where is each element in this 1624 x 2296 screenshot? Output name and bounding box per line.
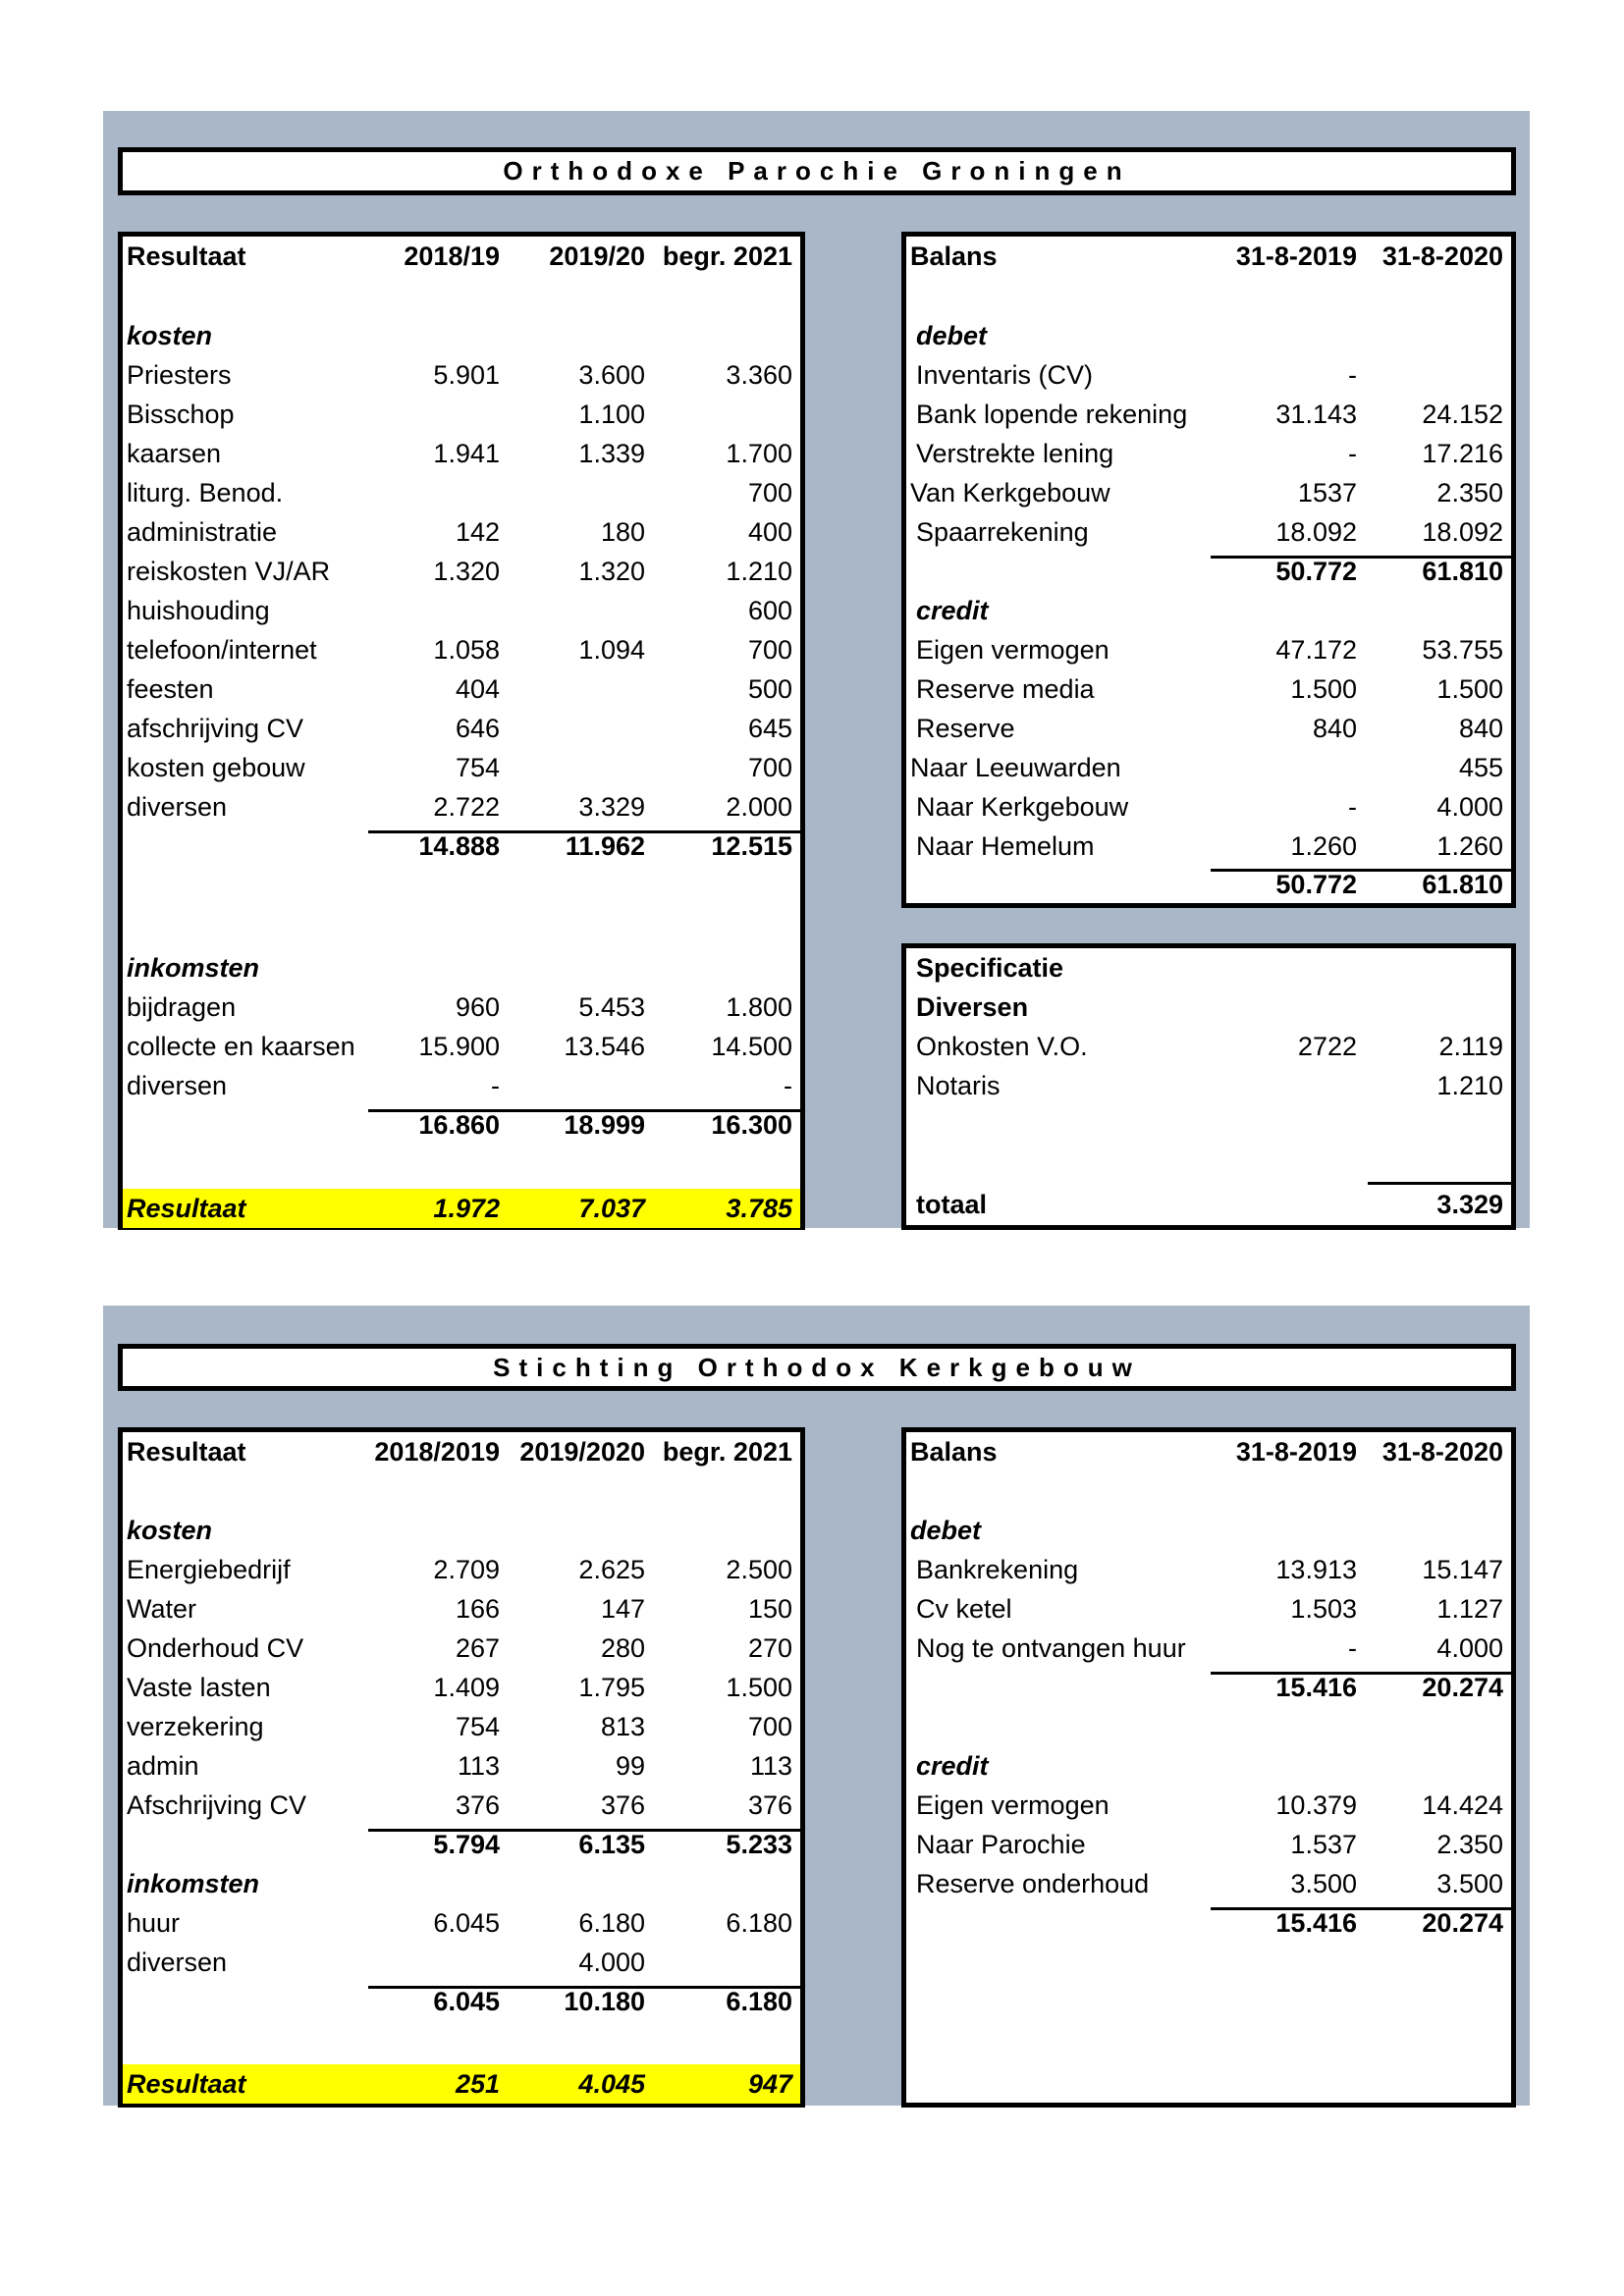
table-cell: 61.810 (1422, 557, 1503, 586)
table-header (123, 1432, 800, 1471)
table-cell: Nog te ontvangen huur (916, 1633, 1186, 1663)
table-header (906, 237, 1511, 276)
table-cell: - (491, 1071, 500, 1100)
section1-resultaat-table (118, 232, 805, 1230)
table-cell: Bisschop (127, 400, 235, 429)
table-row (123, 512, 800, 552)
resultaat-row (123, 1189, 800, 1228)
kosten-label (123, 316, 800, 355)
table-cell: Notaris (916, 1071, 1001, 1100)
table-cell: Reserve media (916, 674, 1095, 704)
section1-balans-table (901, 232, 1516, 908)
table-cell: 20.274 (1422, 1908, 1503, 1938)
table-cell: 270 (747, 1633, 792, 1663)
table-cell: 18.092 (1422, 517, 1503, 547)
table-cell: Naar Leeuwarden (910, 753, 1121, 782)
table-cell: kosten gebouw (127, 753, 305, 782)
table-row (123, 1786, 800, 1825)
table-row (123, 1629, 800, 1668)
table-header (906, 1432, 1511, 1471)
table-row (123, 1707, 800, 1746)
table-cell: debet (916, 321, 988, 350)
table-cell: 10.379 (1275, 1790, 1357, 1820)
table-row (906, 1864, 1511, 1903)
table-cell: begr. 2021 (662, 1437, 792, 1467)
table-cell: 147 (600, 1594, 645, 1624)
table-cell: Bank lopende rekening (916, 400, 1188, 429)
inkomsten-label (123, 948, 800, 988)
table-cell: 947 (747, 2069, 792, 2099)
section2-balans-table (901, 1427, 1516, 2108)
table-cell: 2.500 (726, 1555, 792, 1584)
table-row (906, 1550, 1511, 1589)
table-cell: 813 (600, 1712, 645, 1741)
table-cell: 1.537 (1290, 1830, 1357, 1859)
table-cell: 1.700 (726, 439, 792, 468)
resultaat-row (123, 2064, 800, 2104)
table-row (123, 1746, 800, 1786)
table-cell: 14.888 (418, 831, 500, 861)
table-cell: - (784, 1071, 792, 1100)
table-cell: diversen (127, 1071, 228, 1100)
table-row (123, 630, 800, 669)
table-cell: 31-8-2019 (1235, 241, 1357, 271)
table-cell: 50.772 (1275, 557, 1357, 586)
table-cell: 150 (747, 1594, 792, 1624)
table-cell: - (1348, 792, 1357, 822)
table-row (123, 591, 800, 630)
table-cell: totaal (916, 1190, 988, 1219)
table-cell: 2019/2020 (519, 1437, 645, 1467)
table-cell: inkomsten (127, 1869, 260, 1898)
table-cell: 3.329 (578, 792, 645, 822)
table-cell: 840 (1312, 714, 1357, 743)
table-cell: 4.000 (578, 1948, 645, 1977)
table-row (123, 1550, 800, 1589)
table-cell: 1.500 (1436, 674, 1503, 704)
table-row (123, 355, 800, 395)
table-cell: 2.625 (578, 1555, 645, 1584)
table-cell: 16.860 (418, 1110, 500, 1140)
table-cell: 1.320 (578, 557, 645, 586)
table-row (123, 1027, 800, 1066)
table-cell: 1.094 (578, 635, 645, 665)
table-cell: 2.350 (1436, 1830, 1503, 1859)
table-row (906, 1589, 1511, 1629)
table-cell: 1.972 (433, 1194, 500, 1223)
table-cell: 3.360 (726, 360, 792, 390)
table-row (123, 1903, 800, 1943)
inkomsten-total-row (123, 1982, 800, 2021)
table-cell: 1.941 (433, 439, 500, 468)
table-row (906, 1825, 1511, 1864)
table-cell: 404 (455, 674, 500, 704)
table-cell: - (1348, 1633, 1357, 1663)
table-cell: 31-8-2020 (1381, 1437, 1503, 1467)
table-cell: 4.045 (578, 2069, 645, 2099)
table-cell: 2019/20 (549, 241, 645, 271)
table-cell: Verstrekte lening (916, 439, 1114, 468)
table-cell: Resultaat (127, 2069, 246, 2099)
table-cell: 645 (747, 714, 792, 743)
table-cell: 1.210 (1436, 1071, 1503, 1100)
table-cell: Inventaris (CV) (916, 360, 1094, 390)
section1-title: Orthodoxe Parochie Groningen (118, 147, 1516, 195)
table-row (123, 1943, 800, 1982)
table-cell: 4.000 (1436, 792, 1503, 822)
table-row (906, 709, 1511, 748)
table-cell: Energiebedrijf (127, 1555, 291, 1584)
table-cell: 6.180 (726, 1908, 792, 1938)
table-cell: credit (916, 1751, 989, 1781)
table-row (123, 988, 800, 1027)
table-cell: kosten (127, 1516, 213, 1545)
table-cell: 700 (747, 478, 792, 507)
table-row (906, 669, 1511, 709)
table-cell: 14.424 (1422, 1790, 1503, 1820)
table-cell: Cv ketel (916, 1594, 1012, 1624)
debet-label (906, 316, 1511, 355)
table-cell: 1.800 (726, 992, 792, 1022)
table-cell: 1537 (1297, 478, 1357, 507)
table-cell: afschrijving CV (127, 714, 304, 743)
table-row (123, 473, 800, 512)
table-cell: bijdragen (127, 992, 237, 1022)
table-cell: 840 (1458, 714, 1503, 743)
specificatie-title (906, 948, 1511, 988)
table-cell: 2018/19 (404, 241, 500, 271)
table-cell: 14.500 (711, 1032, 792, 1061)
table-cell: 6.045 (433, 1908, 500, 1938)
table-cell: 3.785 (726, 1194, 792, 1223)
table-row (123, 395, 800, 434)
table-cell: 5.233 (726, 1830, 792, 1859)
table-cell: 1.210 (726, 557, 792, 586)
table-cell: 1.500 (1290, 674, 1357, 704)
table-cell: Water (127, 1594, 197, 1624)
table-cell: 2.722 (433, 792, 500, 822)
table-cell: 15.900 (418, 1032, 500, 1061)
table-row (906, 630, 1511, 669)
table-cell: Naar Kerkgebouw (916, 792, 1129, 822)
table-cell: collecte en kaarsen (127, 1032, 355, 1061)
section1-specificatie-table (901, 943, 1516, 1230)
table-cell: 1.503 (1290, 1594, 1357, 1624)
table-row (906, 1786, 1511, 1825)
table-cell: 376 (600, 1790, 645, 1820)
table-cell: inkomsten (127, 953, 260, 983)
table-cell: liturg. Benod. (127, 478, 284, 507)
table-row (123, 669, 800, 709)
table-cell: 15.416 (1275, 1908, 1357, 1938)
table-row (906, 512, 1511, 552)
table-cell: 4.000 (1436, 1633, 1503, 1663)
table-cell: 1.100 (578, 400, 645, 429)
table-cell: reiskosten VJ/AR (127, 557, 331, 586)
table-row (906, 473, 1511, 512)
kosten-label (123, 1511, 800, 1550)
table-cell: huishouding (127, 596, 270, 625)
table-cell: 11.962 (565, 831, 645, 861)
table-cell: 6.180 (726, 1987, 792, 2016)
table-cell: Balans (910, 1437, 998, 1467)
table-cell: 1.320 (433, 557, 500, 586)
table-cell: 5.901 (433, 360, 500, 390)
table-cell: 400 (747, 517, 792, 547)
table-cell: 31-8-2020 (1381, 241, 1503, 271)
table-cell: 754 (455, 1712, 500, 1741)
inkomsten-total-row (123, 1105, 800, 1145)
table-cell: 180 (600, 517, 645, 547)
table-cell: 1.058 (433, 635, 500, 665)
table-cell: Onderhoud CV (127, 1633, 304, 1663)
table-cell: diversen (127, 1948, 228, 1977)
table-cell: 3.329 (1436, 1190, 1503, 1219)
table-cell: 7.037 (578, 1194, 645, 1223)
table-cell: 646 (455, 714, 500, 743)
table-row (906, 395, 1511, 434)
table-cell: 13.546 (564, 1032, 645, 1061)
table-cell: Reserve (916, 714, 1015, 743)
table-row (123, 552, 800, 591)
table-cell: 18.999 (564, 1110, 645, 1140)
table-cell: 47.172 (1275, 635, 1357, 665)
table-row (906, 1027, 1511, 1066)
table-cell: Diversen (916, 992, 1029, 1022)
table-row (906, 787, 1511, 827)
table-cell: feesten (127, 674, 214, 704)
table-cell: 500 (747, 674, 792, 704)
table-cell: 50.772 (1275, 870, 1357, 899)
table-cell: begr. 2021 (662, 241, 792, 271)
table-cell: 1.795 (578, 1673, 645, 1702)
table-cell: 376 (747, 1790, 792, 1820)
specificatie-subtitle (906, 988, 1511, 1027)
table-cell: 280 (600, 1633, 645, 1663)
table-cell: 3.600 (578, 360, 645, 390)
table-cell: kosten (127, 321, 213, 350)
table-cell: Afschrijving CV (127, 1790, 307, 1820)
inkomsten-label (123, 1864, 800, 1903)
table-cell: credit (916, 596, 989, 625)
table-row (123, 1668, 800, 1707)
table-cell: 18.092 (1275, 517, 1357, 547)
table-cell: Naar Parochie (916, 1830, 1086, 1859)
table-row (906, 827, 1511, 866)
table-cell: verzekering (127, 1712, 264, 1741)
credit-total-row (906, 865, 1511, 904)
table-cell: kaarsen (127, 439, 222, 468)
table-cell: 376 (455, 1790, 500, 1820)
table-cell: Onkosten V.O. (916, 1032, 1088, 1061)
table-cell: 16.300 (711, 1110, 792, 1140)
section2-title: Stichting Orthodox Kerkgebouw (118, 1344, 1516, 1391)
table-cell: 251 (455, 2069, 500, 2099)
table-cell: 1.260 (1290, 831, 1357, 861)
table-cell: 1.409 (433, 1673, 500, 1702)
table-cell: 99 (615, 1751, 645, 1781)
debet-total-row (906, 1668, 1511, 1707)
table-cell: 12.515 (711, 831, 792, 861)
table-cell: admin (127, 1751, 199, 1781)
table-cell: 2.350 (1436, 478, 1503, 507)
table-cell: 61.810 (1422, 870, 1503, 899)
table-cell: 754 (455, 753, 500, 782)
table-cell: 700 (747, 1712, 792, 1741)
table-cell: 700 (747, 753, 792, 782)
table-row (906, 1629, 1511, 1668)
table-cell: 166 (455, 1594, 500, 1624)
table-cell: Van Kerkgebouw (910, 478, 1110, 507)
section2-resultaat-table (118, 1427, 805, 2108)
table-cell: 113 (749, 1751, 792, 1781)
table-cell: 1.260 (1436, 831, 1503, 861)
table-row (906, 355, 1511, 395)
debet-total-row (906, 552, 1511, 591)
table-cell: 31.143 (1275, 400, 1357, 429)
table-cell: debet (910, 1516, 982, 1545)
table-cell: 1.127 (1436, 1594, 1503, 1624)
table-row (906, 434, 1511, 473)
credit-total-row (906, 1903, 1511, 1943)
table-cell: 1.339 (578, 439, 645, 468)
table-cell: 2.000 (726, 792, 792, 822)
table-cell: Priesters (127, 360, 232, 390)
kosten-total-row (123, 1825, 800, 1864)
table-cell: 455 (1458, 753, 1503, 782)
table-cell: 600 (747, 596, 792, 625)
table-cell: 20.274 (1422, 1673, 1503, 1702)
table-cell: Naar Hemelum (916, 831, 1095, 861)
table-cell: 6.135 (578, 1830, 645, 1859)
table-cell: huur (127, 1908, 181, 1938)
table-cell: Resultaat (127, 1437, 246, 1467)
kosten-total-row (123, 827, 800, 866)
table-row (123, 709, 800, 748)
table-row (123, 748, 800, 787)
table-cell: Resultaat (127, 1194, 246, 1223)
table-cell: Reserve onderhoud (916, 1869, 1150, 1898)
table-row (906, 748, 1511, 787)
table-cell: Balans (910, 241, 998, 271)
table-row (123, 1066, 800, 1105)
table-cell: Specificatie (916, 953, 1064, 983)
table-row (123, 434, 800, 473)
table-cell: 24.152 (1422, 400, 1503, 429)
table-cell: Eigen vermogen (916, 1790, 1110, 1820)
table-cell: - (1348, 360, 1357, 390)
table-cell: 3.500 (1436, 1869, 1503, 1898)
table-cell: 3.500 (1290, 1869, 1357, 1898)
table-cell: 15.147 (1422, 1555, 1503, 1584)
table-cell: Eigen vermogen (916, 635, 1110, 665)
table-cell: 113 (457, 1751, 500, 1781)
table-cell: diversen (127, 792, 228, 822)
table-cell: 2018/2019 (374, 1437, 500, 1467)
table-cell: 2.119 (1438, 1032, 1503, 1061)
table-cell: 17.216 (1422, 439, 1503, 468)
table-cell: 2.709 (433, 1555, 500, 1584)
table-cell: 15.416 (1275, 1673, 1357, 1702)
table-cell: 10.180 (564, 1987, 645, 2016)
table-cell: 5.453 (578, 992, 645, 1022)
table-cell: 1.500 (726, 1673, 792, 1702)
table-cell: 700 (747, 635, 792, 665)
table-cell: 13.913 (1275, 1555, 1357, 1584)
table-cell: Bankrekening (916, 1555, 1079, 1584)
table-cell: Spaarrekening (916, 517, 1089, 547)
table-cell: 5.794 (433, 1830, 500, 1859)
table-cell: 6.045 (433, 1987, 500, 2016)
table-cell: administratie (127, 517, 278, 547)
table-cell: 53.755 (1422, 635, 1503, 665)
table-cell: 142 (455, 517, 500, 547)
specificatie-total-row (906, 1185, 1511, 1224)
table-cell: Resultaat (127, 241, 246, 271)
table-cell: 31-8-2019 (1235, 1437, 1357, 1467)
table-row (123, 1589, 800, 1629)
table-cell: - (1348, 439, 1357, 468)
table-row (906, 1066, 1511, 1105)
table-cell: telefoon/internet (127, 635, 317, 665)
table-cell: 2722 (1297, 1032, 1357, 1061)
table-header (123, 237, 800, 276)
credit-label (906, 1746, 1511, 1786)
debet-label (906, 1511, 1511, 1550)
table-cell: 960 (455, 992, 500, 1022)
table-row (123, 787, 800, 827)
table-cell: Vaste lasten (127, 1673, 271, 1702)
table-cell: 267 (455, 1633, 500, 1663)
table-cell: 6.180 (578, 1908, 645, 1938)
credit-label (906, 591, 1511, 630)
